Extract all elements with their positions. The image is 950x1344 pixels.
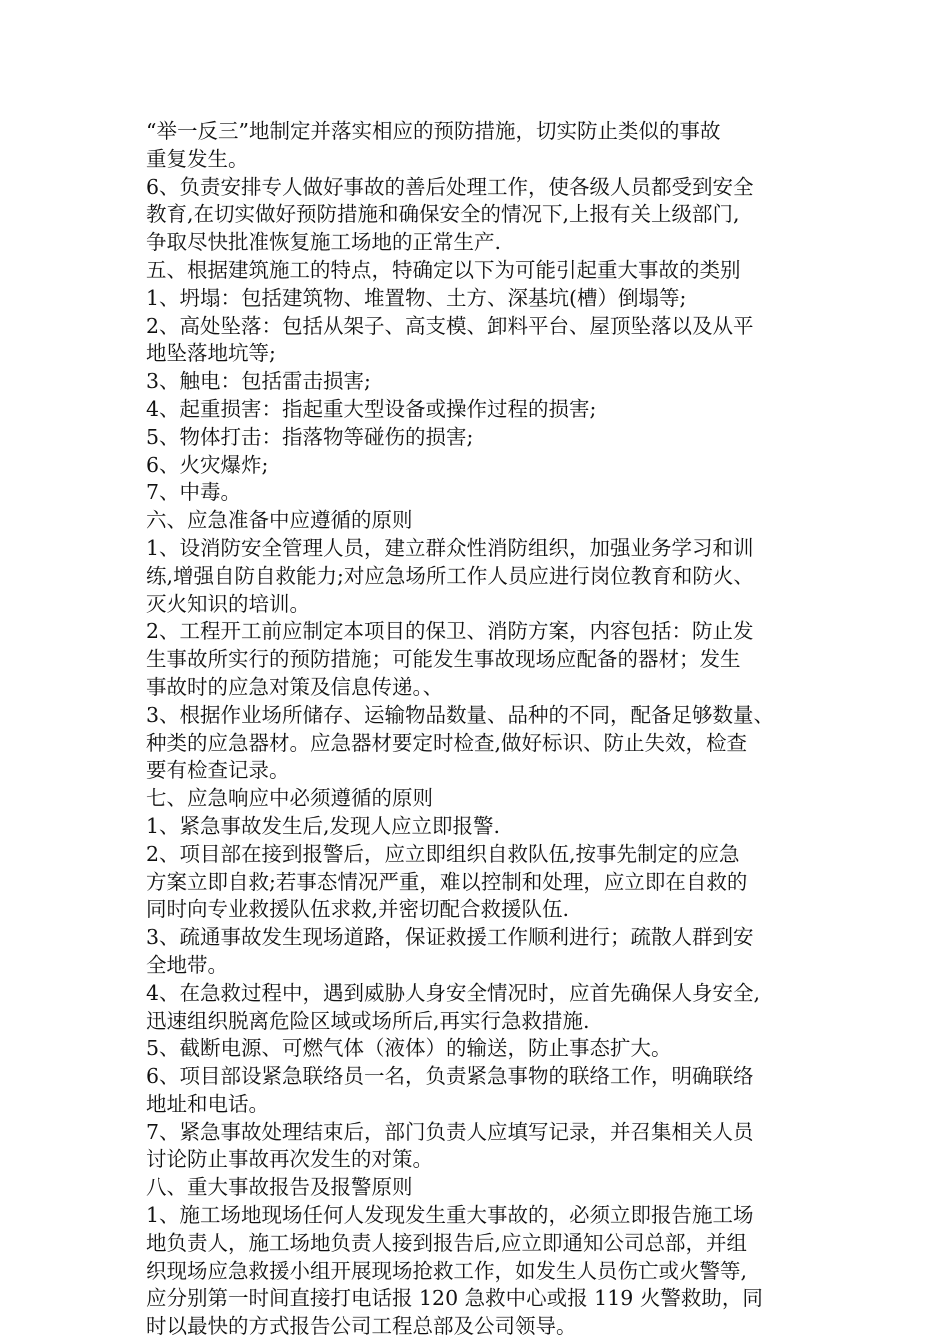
text-line: 重复发生。 bbox=[146, 146, 249, 171]
text-line: 应分别第一时间直接打电话报 120 急救中心或报 119 火警救助，同 bbox=[146, 1286, 763, 1311]
text-line: 6、项目部设紧急联络员一名，负责紧急事物的联络工作，明确联络 bbox=[146, 1064, 754, 1089]
text-line: 同时向专业救援队伍求救,并密切配合救援队伍. bbox=[146, 897, 570, 922]
text-line: 时以最快的方式报告公司工程总部及公司领导。 bbox=[146, 1314, 577, 1339]
text-line: 方案立即自救;若事态情况严重，难以控制和处理，应立即在自救的 bbox=[146, 869, 748, 894]
text-line: 1、坍塌：包括建筑物、堆置物、土方、深基坑(槽）倒塌等; bbox=[146, 285, 687, 310]
text-line: 地负责人，施工场地负责人接到报告后,应立即通知公司总部，并组 bbox=[146, 1230, 748, 1255]
text-line: 4、在急救过程中，遇到威胁人身安全情况时，应首先确保人身安全, bbox=[146, 980, 761, 1005]
text-line: 3、触电：包括雷击损害; bbox=[146, 369, 371, 394]
text-line: 争取尽快批准恢复施工场地的正常生产. bbox=[146, 230, 502, 255]
text-line: 5、截断电源、可燃气体（液体）的输送，防止事态扩大。 bbox=[146, 1036, 672, 1061]
document-body bbox=[146, 118, 826, 1341]
text-line: 1、紧急事故发生后,发现人应立即报警. bbox=[146, 813, 501, 838]
text-line: 6、火灾爆炸; bbox=[146, 452, 269, 477]
text-line: “举一反三”地制定并落实相应的预防措施，切实防止类似的事故 bbox=[146, 119, 721, 143]
text-line: 2、工程开工前应制定本项目的保卫、消防方案，内容包括：防止发 bbox=[146, 619, 754, 644]
text-line: 灭火知识的培训。 bbox=[146, 591, 310, 616]
text-line: 地坠落地坑等; bbox=[146, 341, 276, 366]
text-line: 1、施工场地现场任何人发现发生重大事故的，必须立即报告施工场 bbox=[146, 1203, 754, 1228]
text-line: 迅速组织脱离危险区域或场所后,再实行急救措施. bbox=[146, 1008, 590, 1033]
text-line: 种类的应急器材。应急器材要定时检查,做好标识、防止失效，检查 bbox=[146, 730, 748, 755]
section-heading: 六、应急准备中应遵循的原则 bbox=[146, 508, 413, 533]
text-line: 3、疏通事故发生现场道路，保证救援工作顺利进行；疏散人群到安 bbox=[146, 925, 754, 950]
text-line: 练,增强自防自救能力;对应急场所工作人员应进行岗位教育和防火、 bbox=[146, 563, 754, 588]
text-line: 6、负责安排专人做好事故的善后处理工作，使各级人员都受到安全 bbox=[146, 174, 754, 199]
text-line: 事故时的应急对策及信息传递。、 bbox=[146, 674, 444, 699]
text-line: 地址和电话。 bbox=[146, 1091, 269, 1116]
text-line: 5、物体打击：指落物等碰伤的损害; bbox=[146, 424, 474, 449]
section-heading: 五、根据建筑施工的特点，特确定以下为可能引起重大事故的类别 bbox=[146, 257, 741, 282]
text-line: 2、项目部在接到报警后，应立即组织自救队伍,按事先制定的应急 bbox=[146, 841, 740, 866]
text-line: 织现场应急救援小组开展现场抢救工作，如发生人员伤亡或火警等, bbox=[146, 1258, 748, 1283]
text-line: 1、设消防安全管理人员，建立群众性消防组织，加强业务学习和训 bbox=[146, 535, 754, 560]
text-line: 2、高处坠落：包括从架子、高支模、卸料平台、屋顶坠落以及从平 bbox=[146, 313, 754, 338]
text-line: 全地带。 bbox=[146, 952, 228, 977]
text-line: 7、中毒。 bbox=[146, 480, 242, 505]
text-line: 7、紧急事故处理结束后，部门负责人应填写记录，并召集相关人员 bbox=[146, 1119, 754, 1144]
text-line: 要有检查记录。 bbox=[146, 758, 290, 783]
text-line: 生事故所实行的预防措施；可能发生事故现场应配备的器材；发生 bbox=[146, 647, 741, 672]
text-line: 4、起重损害：指起重大型设备或操作过程的损害; bbox=[146, 396, 597, 421]
section-heading: 七、应急响应中必须遵循的原则 bbox=[146, 786, 433, 811]
section-heading: 八、重大事故报告及报警原则 bbox=[146, 1175, 413, 1200]
text-line: 3、根据作业场所储存、运输物品数量、品种的不同，配备足够数量、 bbox=[146, 702, 775, 727]
text-line: 教育,在切实做好预防措施和确保安全的情况下,上报有关上级部门, bbox=[146, 202, 740, 227]
text-line: 讨论防止事故再次发生的对策。 bbox=[146, 1147, 433, 1172]
